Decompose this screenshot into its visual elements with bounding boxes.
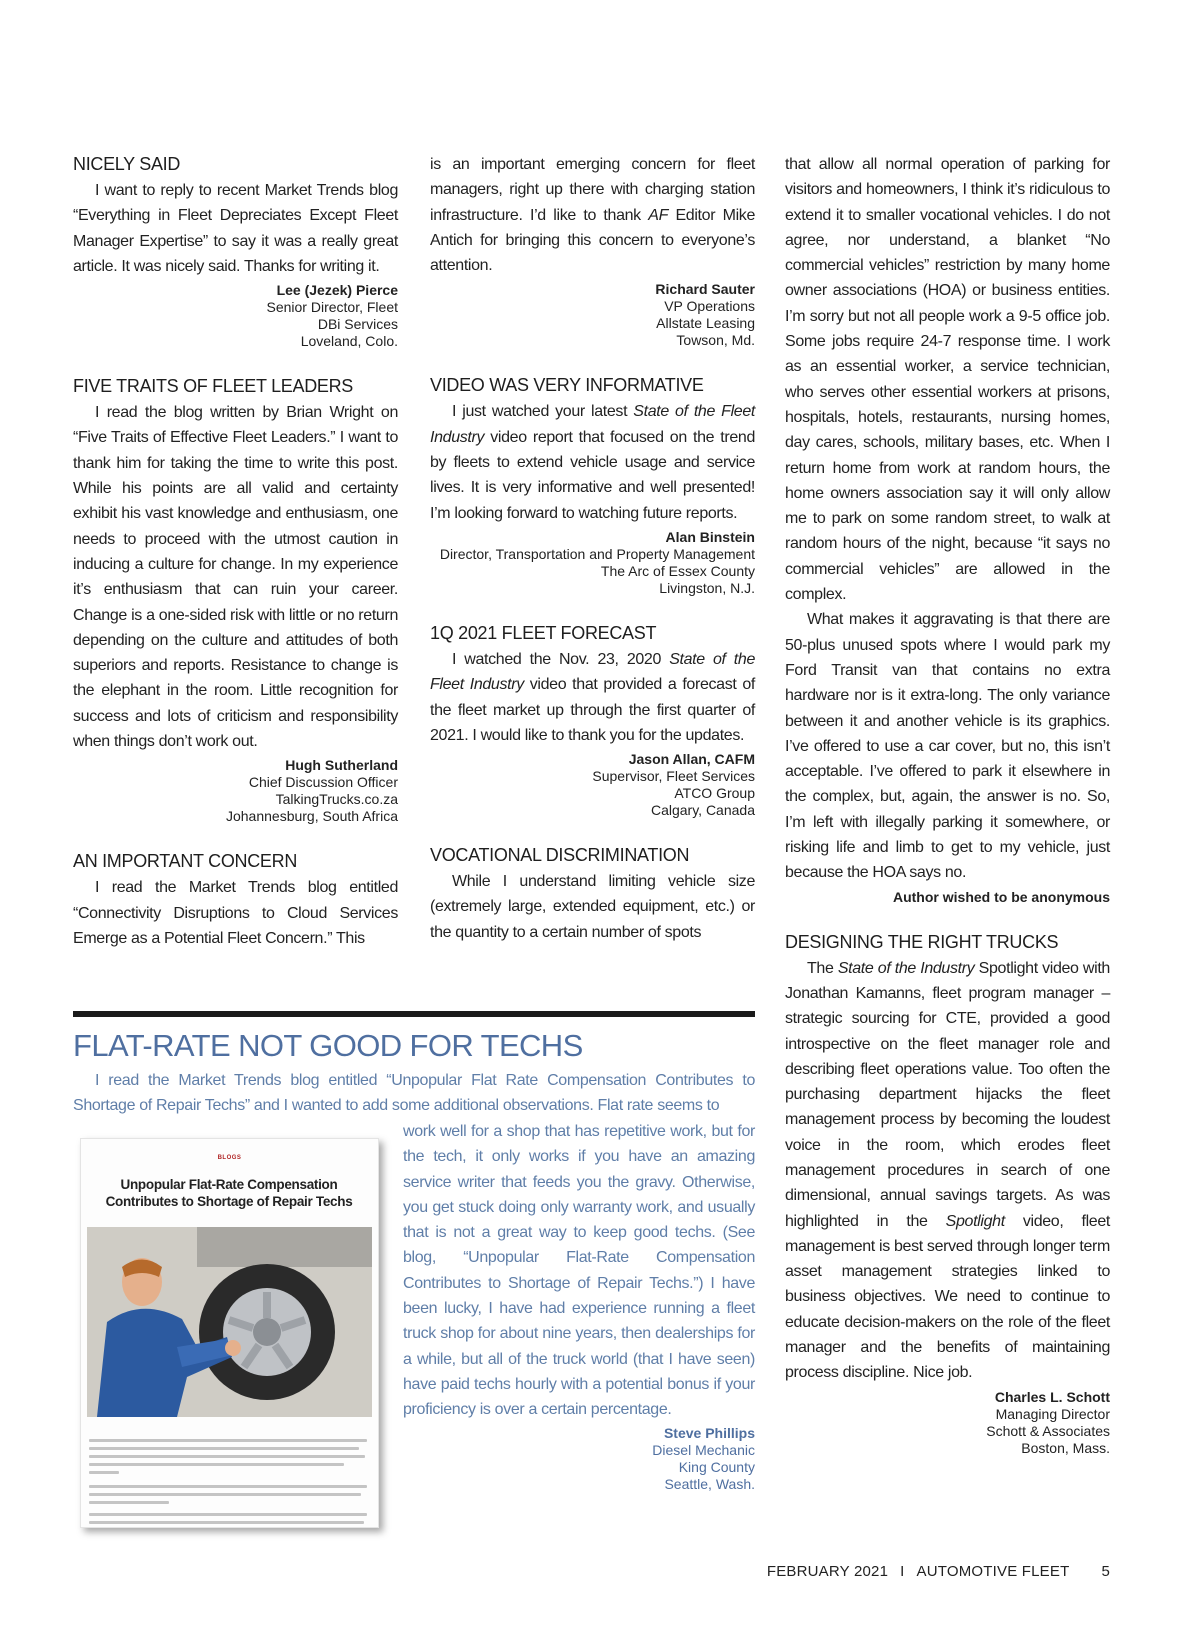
column-3 (785, 152, 1110, 1481)
text-placeholder-line (89, 1455, 365, 1458)
issue-date: FEBRUARY 2021 (766, 1563, 889, 1580)
signature-org: DBi Services (317, 316, 398, 333)
signature-name: Hugh Sutherland (285, 757, 398, 774)
signature-org: Schott & Associates (986, 1422, 1110, 1439)
signature-org: The Arc of Essex County (600, 562, 755, 579)
text-placeholder-line (89, 1463, 344, 1466)
section-title: 1Q 2021 FLEET FORECAST (430, 622, 657, 643)
signature-location: Calgary, Canada (650, 802, 755, 819)
letter-vocational-end (785, 152, 1110, 906)
page-footer (767, 1563, 1110, 1580)
letter-video-informative (430, 373, 755, 596)
letter-nicely-said (73, 152, 398, 350)
text-run-italic: Spotlight (945, 1212, 1005, 1230)
signature-name: Alan Binstein (665, 528, 755, 545)
feature-body: work well for a shop that has repetitive work, but for the tech, it only works if you have an amazing service writer that feeds you the gravy. Otherwise, you get stuck doing only warranty work, and usually that is not a great way to keep good techs. (See blog, “Unpopular Flat-Rate Compensation Contributes to Shortage of Repair Techs.”) I have been lucky, I have had experience running a fleet truck shop for about nine years, then dealerships for a while, but all of the truck world (that I have seen) have paid techs hourly with a potential bonus if your proficiency is over a certain percentage. (403, 1123, 755, 1419)
text-run: The (807, 959, 838, 977)
letter-body: I read the blog written by Brian Wright on “Five Traits of Effective Fleet Leaders.” I want to thank him for taking the time to write this post. While his points are all valid and certainty exhibit his vast knowledge and enthusiasm, one needs to proceed with the utmost caution in inducing a culture for change. In my experience it’s enthusiasm that can ruin your career. Change is a one-sided risk with little or no return depending on the culture and attitudes of both superiors and reports. Resistance to change is the elephant in the room. Little recognition for success and lots of criticism and responsibility when things don’t work out. (73, 404, 398, 751)
text-placeholder-line (89, 1471, 119, 1474)
letter-important-concern-end (430, 152, 755, 349)
text-run: is an important emerging concern for fleet managers, right up there with charging station infrastructure. I’d like to thank (430, 156, 755, 224)
feature-body-column (403, 1119, 755, 1493)
section-title: AN IMPORTANT CONCERN (73, 851, 298, 872)
text-placeholder-line (89, 1521, 364, 1524)
signature-role: Diesel Mechanic (652, 1441, 755, 1458)
section-title: VOCATIONAL DISCRIMINATION (430, 845, 690, 866)
letter-designing (785, 930, 1110, 1457)
text-run-italic: State of the Fleet Industry (430, 403, 755, 446)
text-run: video, fleet management is best served through longer term asset management strategies linked to business objectives. We need to continue to educate decision-makers on the role of the fleet manager and the benefits of maintaining process discipline. Nice job. (785, 1212, 1111, 1382)
signature-location: Towson, Md. (676, 332, 755, 349)
letter-body: I read the Market Trends blog entitled “Connectivity Disruptions to Cloud Services Emerge as a Potential Fleet Concern.” This (73, 879, 398, 947)
signature (785, 889, 1110, 906)
thumbnail-title: Unpopular Flat-Rate Compensation Contributes to Shortage of Repair Techs (105, 1177, 353, 1209)
signature-location: Boston, Mass. (1021, 1439, 1110, 1456)
text-run: I just watched your latest (452, 403, 634, 421)
text-run-italic: AF (648, 206, 669, 224)
magazine-name: AUTOMOTIVE FLEET (916, 1563, 1070, 1580)
letter-body (430, 647, 755, 748)
column-1 (73, 152, 398, 975)
signature-name: Steve Phillips (663, 1424, 755, 1441)
column-2 (430, 152, 755, 969)
blog-thumbnail (80, 1138, 379, 1528)
letter-body: While I understand limiting vehicle size (extremely large, extended equipment, etc.) or the quantity to a certain number of spots (430, 873, 755, 941)
signature-name: Lee (Jezek) Pierce (276, 282, 398, 299)
letter-body: I want to reply to recent Market Trends blog “Everything in Fleet Depreciates Except Fleet Manager Expertise” to say it was a really great article. It was nicely said. Thanks for writing it. (73, 182, 398, 275)
text-run: video that provided a forecast of the fleet market up through the first quarter of 2021. I would like to thank you for the updates. (430, 676, 756, 744)
feature-intro: I read the Market Trends blog entitled “Unpopular Flat Rate Compensation Contributes to Shortage of Repair Techs” and I wanted to add some additional observations. Flat rate seems to (73, 1072, 755, 1115)
letter-body (785, 956, 1110, 1386)
signature-org: ATCO Group (674, 785, 755, 802)
signature-role: VP Operations (664, 298, 755, 315)
section-divider (73, 1011, 755, 1017)
signature-location: Loveland, Colo. (300, 333, 398, 350)
text-placeholder-line (89, 1493, 361, 1496)
feature-title: FLAT-RATE NOT GOOD FOR TECHS (73, 1028, 583, 1063)
text-run-italic: State of the Fleet Industry (430, 650, 756, 694)
letter-vocational-start (430, 843, 755, 945)
signature-location: Seattle, Wash. (664, 1475, 755, 1492)
section-title: FIVE TRAITS OF FLEET LEADERS (73, 376, 354, 397)
footer-separator: I (900, 1563, 905, 1580)
page-number: 5 (1101, 1563, 1110, 1580)
signature-role: Director, Transportation and Property Management (439, 545, 755, 562)
text-placeholder-line (89, 1501, 169, 1504)
letter-body (430, 152, 755, 278)
text-run: I watched the Nov. 23, 2020 (452, 650, 670, 668)
thumbnail-tag: BLOGS (217, 1155, 242, 1161)
section-title: NICELY SAID (73, 154, 181, 174)
signature-location: Johannesburg, South Africa (225, 808, 398, 825)
letter-body: that allow all normal operation of parking for visitors and homeowners, I think it’s ridiculous to extend it to smaller vocational vehicles. I do not agree, nor understand, a blanket “No commercial vehicles” restriction by many home owner associations (HOA) or business entities. I’m sorry but not all people work a 9-5 office job. Some jobs require 24-7 response time. I work as an essential worker, a service technician, who serves other essential workers at prisons, hospitals, hotels, restaurants, nursing homes, day cares, schools, military bases, etc. When I return home from work at random hours, the home owners association say it will only allow me to park on some random street, to walk at random hours of the night, because “it says no commercial vehicles” are allowed in the complex. (785, 156, 1110, 604)
letter-forecast (430, 621, 755, 819)
signature (430, 281, 755, 349)
mechanic-photo (87, 1227, 372, 1417)
text-placeholder-line (89, 1513, 367, 1516)
signature-name: Author wished to be anonymous (892, 888, 1110, 905)
signature-org: TalkingTrucks.co.za (275, 791, 398, 808)
signature (73, 282, 398, 350)
signature-role: Senior Director, Fleet (266, 299, 398, 316)
signature (430, 751, 755, 819)
signature-role: Managing Director (995, 1405, 1110, 1422)
signature-org: Allstate Leasing (656, 315, 755, 332)
signature (430, 529, 755, 597)
signature (403, 1425, 755, 1493)
signature-name: Jason Allan, CAFM (628, 751, 755, 768)
section-title: VIDEO WAS VERY INFORMATIVE (430, 375, 704, 396)
text-placeholder-line (89, 1447, 359, 1450)
letter-body (430, 399, 755, 525)
signature-name: Charles L. Schott (994, 1388, 1110, 1405)
letter-body: What makes it aggravating is that there are 50-plus unused spots where I would park my Ford Transit van that contains no extra hardware nor is it extra-long. The only variance between it and another vehicle is its graphics. I’ve offered to use a car cover, but no, this isn’t acceptable. I’ve offered to park it elsewhere in the complex, but, again, the answer is no. So, I’m left with illegally parking it somewhere, or risking life and limb to get to my vehicle, just because the HOA says no. (785, 611, 1110, 882)
signature-name: Richard Sauter (655, 281, 755, 298)
text-run: Spotlight video with Jonathan Kamanns, fleet program manager – strategic sourcing for CTE, provided a good introspective on the fleet manager role and describing fleet operations value. Too often the purchasing department hijacks the fleet management process by becoming the loudest voice in the room, which erodes fleet management procedures in search of one dimensional, annual savings targets. As was highlighted in the (785, 959, 1110, 1230)
signature (785, 1389, 1110, 1457)
section-title: DESIGNING THE RIGHT TRUCKS (785, 931, 1059, 952)
text-run: video report that focused on the trend by fleets to extend vehicle usage and service lives. It is very informative and well presented! I’m looking forward to watching future reports. (430, 428, 755, 522)
signature-role: Chief Discussion Officer (248, 774, 398, 791)
letter-important-concern-start (73, 849, 398, 951)
signature (73, 757, 398, 825)
text-placeholder-line (89, 1439, 367, 1442)
signature-role: Supervisor, Fleet Services (592, 768, 755, 785)
letter-five-traits (73, 374, 398, 825)
signature-location: Livingston, N.J. (659, 579, 755, 596)
signature-org: King County (678, 1458, 755, 1475)
mechanic-tire-illustration (87, 1227, 372, 1417)
text-run: Editor Mike Antich for bringing this concern to everyone’s attention. (430, 206, 755, 275)
text-run-italic: State of the Industry (837, 959, 975, 977)
text-placeholder-line (89, 1485, 367, 1488)
